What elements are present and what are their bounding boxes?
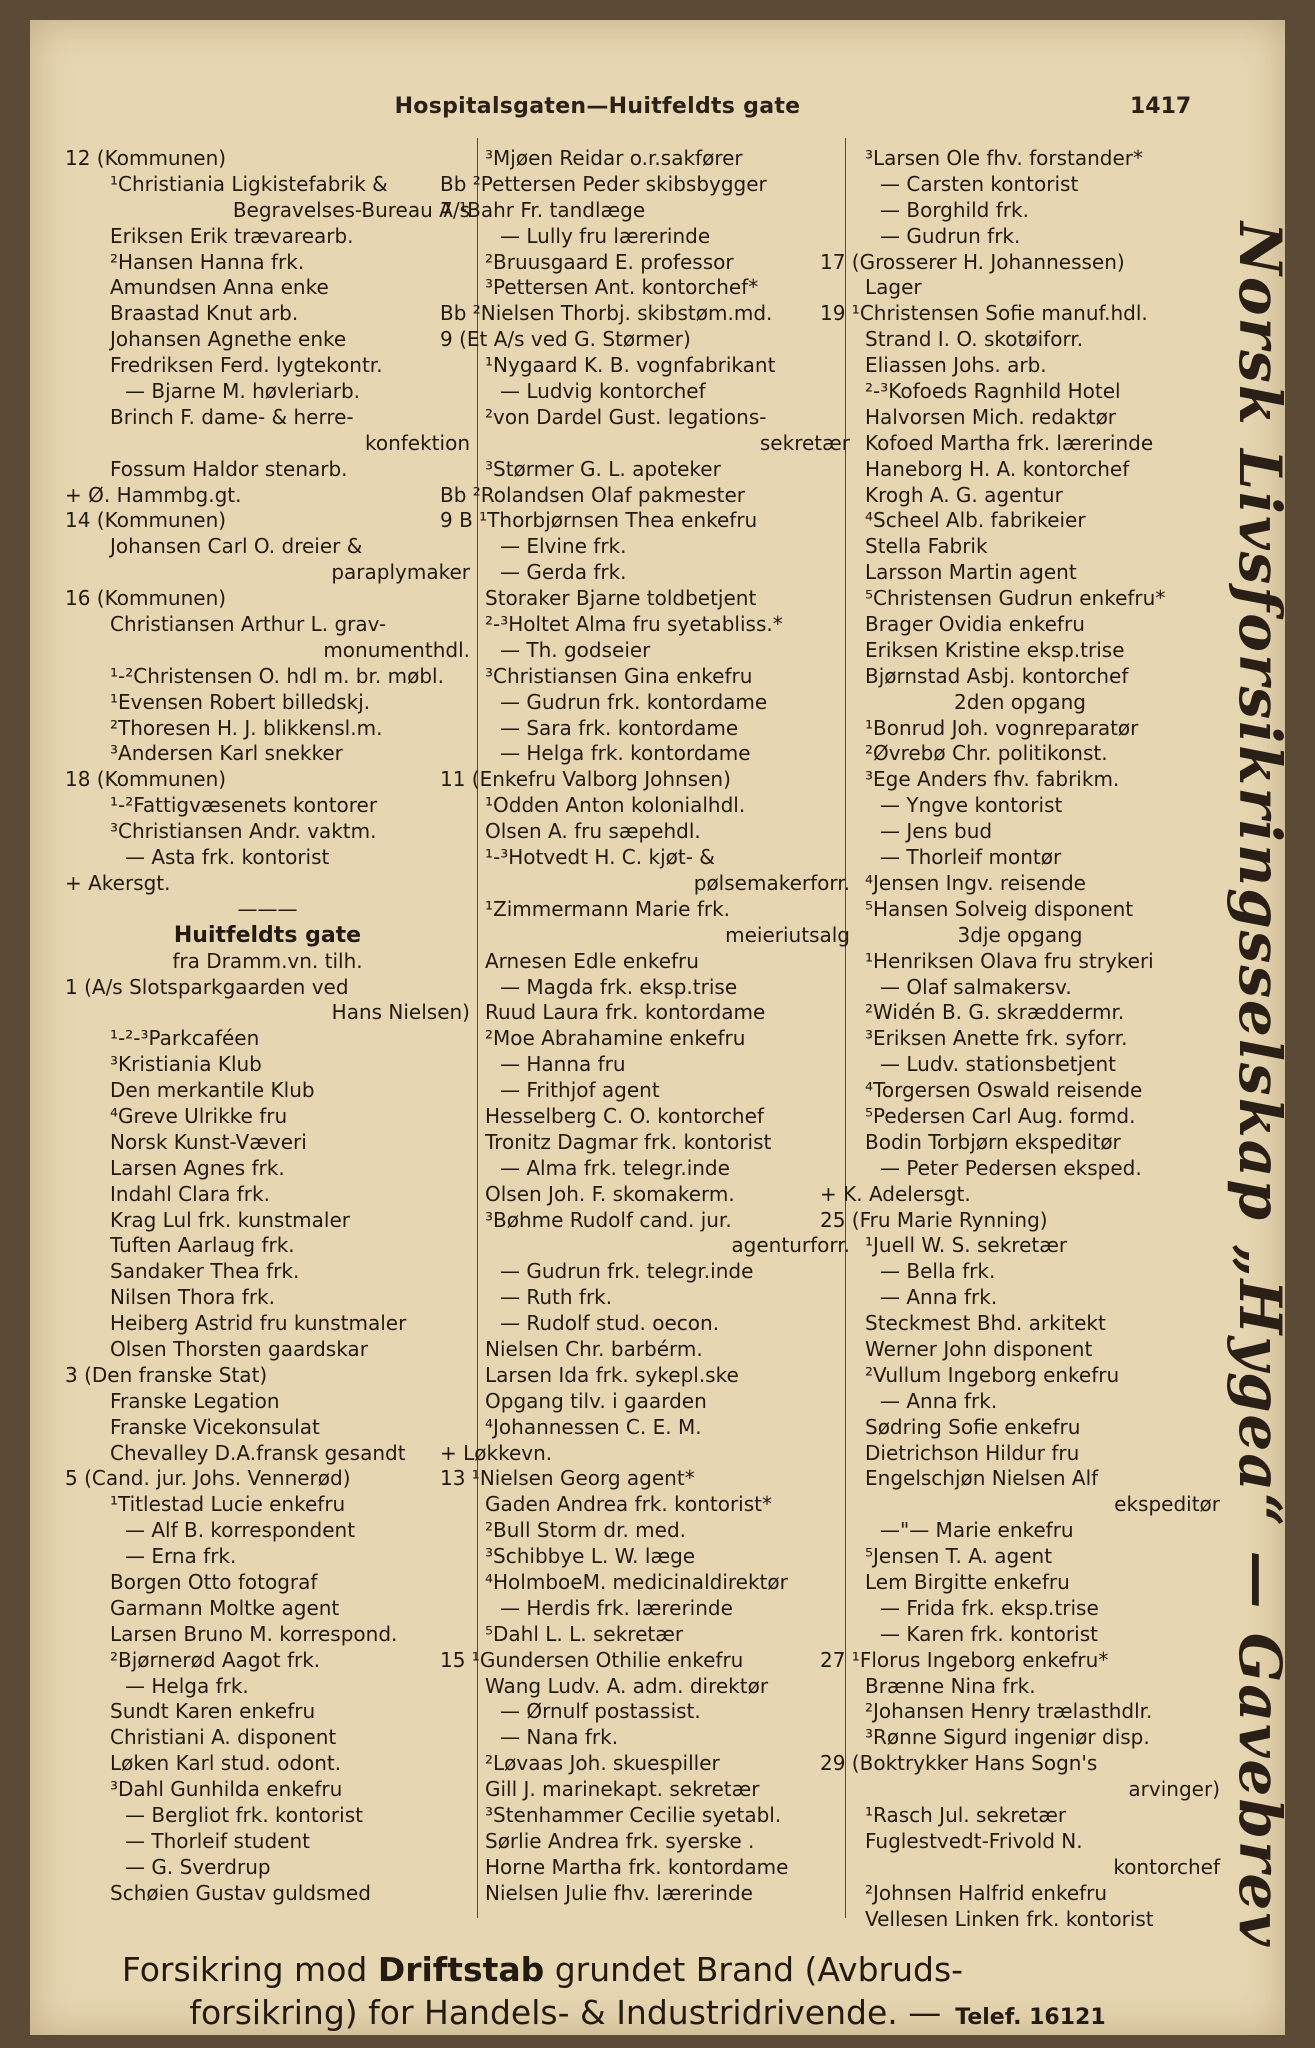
directory-entry: Schøien Gustav guldsmed: [110, 1880, 371, 1905]
directory-entry: 12 (Kommunen): [65, 146, 227, 170]
directory-entry: ²Johansen Henry trælasthdlr.: [865, 1699, 1153, 1724]
directory-entry: — Yngve kontorist: [880, 793, 1063, 818]
directory-entry: ³Pettersen Ant. kontorchef*: [485, 275, 759, 300]
directory-entry: + K. Adelersgt.: [820, 1181, 971, 1206]
directory-entry: Vellesen Linken frk. kontorist: [865, 1906, 1154, 1931]
directory-entry: Heiberg Astrid fru kunstmaler: [110, 1311, 407, 1336]
directory-entry: Chevalley D.A.fransk gesandt: [110, 1440, 406, 1465]
directory-entry: ²-³Holtet Alma fru syetabliss.*: [485, 612, 783, 637]
directory-entry: Olsen Thorsten gaardskar: [110, 1336, 368, 1361]
directory-entry: — Magda frk. eksp.trise: [500, 974, 738, 999]
directory-entry: — Frida frk. eksp.trise: [880, 1595, 1099, 1620]
directory-entry: + Akersgt.: [65, 870, 171, 895]
directory-entry: arvinger): [1128, 1777, 1220, 1802]
directory-entry: ³Mjøen Reidar o.r.sakfører: [485, 146, 743, 170]
directory-entry: Christiansen Arthur L. grav-: [110, 612, 387, 637]
directory-entry: Werner John disponent: [865, 1336, 1093, 1361]
directory-entry: — Thorleif student: [125, 1828, 310, 1853]
directory-entry: ⁵Christensen Gudrun enkefru*: [865, 586, 1166, 611]
directory-entry: Franske Vicekonsulat: [110, 1414, 320, 1439]
directory-entry: Opgang tilv. i gaarden: [485, 1388, 707, 1413]
directory-entry: ¹-²-³Parkcaféen: [110, 1026, 260, 1051]
directory-page: [30, 20, 1294, 2035]
directory-entry: ²Bull Storm dr. med.: [485, 1518, 687, 1543]
directory-entry: ²-³Kofoeds Ragnhild Hotel: [865, 379, 1121, 404]
directory-entry: ²Vullum Ingeborg enkefru: [865, 1362, 1120, 1387]
directory-column-3: [820, 146, 1220, 1932]
page-number: 1417: [1130, 94, 1192, 119]
footer-telephone: Telef. 16121: [955, 2005, 1106, 2030]
directory-entry: ²Bjørnerød Aagot frk.: [110, 1647, 321, 1672]
directory-entry: ³Bøhme Rudolf cand. jur.: [485, 1207, 732, 1232]
directory-entry: Dietrichson Hildur fru: [865, 1440, 1080, 1465]
directory-entry: ³Andersen Karl snekker: [110, 741, 343, 766]
directory-entry: — Nana frk.: [500, 1725, 619, 1750]
directory-entry: — Anna frk.: [880, 1388, 998, 1413]
directory-entry: Garmann Moltke agent: [110, 1595, 340, 1620]
directory-entry: Larsen Bruno M. korrespond.: [110, 1621, 398, 1646]
directory-entry: — Gerda frk.: [500, 560, 627, 585]
directory-entry: + Løkkevn.: [440, 1440, 553, 1465]
directory-entry: Brænne Nina frk.: [865, 1673, 1036, 1698]
directory-column-2: [440, 146, 850, 1907]
directory-entry: Hans Nielsen): [331, 1000, 470, 1025]
directory-entry: ¹-²Fattigvæsenets kontorer: [110, 793, 378, 818]
directory-entry: Fuglestvedt-Frivold N.: [865, 1828, 1083, 1853]
footer-text-a: Forsikring mod: [121, 1950, 378, 1989]
directory-entry: 15 ¹Gundersen Othilie enkefru: [440, 1647, 744, 1672]
directory-entry: Christiani A. disponent: [110, 1725, 337, 1750]
directory-entry: Eliassen Johs. arb.: [865, 353, 1047, 378]
directory-entry: Gaden Andrea frk. kontorist*: [485, 1492, 773, 1517]
directory-entry: ¹Bonrud Joh. vognreparatør: [865, 715, 1139, 740]
directory-entry: ³Stenhammer Cecilie syetabl.: [485, 1803, 782, 1827]
directory-entry: ¹Nygaard K. B. vognfabrikant: [485, 353, 776, 378]
directory-entry: ¹-²Christensen O. hdl m. br. møbl.: [110, 663, 444, 688]
directory-entry: — Helga frk. kontordame: [500, 741, 751, 766]
page-title: Hospitalsgaten—Huitfeldts gate: [394, 94, 801, 119]
directory-entry: Larsen Agnes frk.: [110, 1155, 285, 1180]
directory-entry: ²Løvaas Joh. skuespiller: [485, 1751, 720, 1776]
directory-entry: agenturforr.: [731, 1233, 850, 1258]
directory-entry: Nilsen Thora frk.: [110, 1285, 275, 1310]
directory-entry: — Gudrun frk. kontordame: [500, 689, 768, 714]
directory-entry: Fossum Haldor stenarb.: [110, 456, 348, 481]
directory-entry: ⁵Pedersen Carl Aug. formd.: [865, 1103, 1136, 1128]
directory-entry: Bodin Torbjørn ekspeditør: [865, 1129, 1121, 1154]
directory-entry: ¹Christiania Ligkistefabrik &: [110, 171, 388, 196]
directory-entry: 18 (Kommunen): [65, 767, 227, 792]
directory-entry: ³Dahl Gunhilda enkefru: [110, 1777, 343, 1802]
directory-entry: — Rudolf stud. oecon.: [500, 1311, 720, 1336]
directory-entry: 3dje opgang: [957, 922, 1083, 947]
directory-entry: Tronitz Dagmar frk. kontorist: [485, 1129, 772, 1154]
directory-entry: ⁴Greve Ulrikke fru: [110, 1103, 288, 1128]
directory-entry: ⁵Hansen Solveig disponent: [865, 896, 1134, 921]
directory-entry: Fredriksen Ferd. lygtekontr.: [110, 353, 383, 378]
directory-entry: meieriutsalg: [725, 922, 850, 947]
directory-entry: ———: [237, 896, 298, 921]
directory-entry: Steckmest Bhd. arkitekt: [865, 1311, 1106, 1336]
directory-entry: Bb ²Nielsen Thorbj. skibstøm.md.: [440, 301, 773, 326]
directory-entry: ³Schibbye L. W. læge: [485, 1544, 696, 1569]
directory-entry: 11 (Enkefru Valborg Johnsen): [440, 767, 731, 792]
directory-entry: 3 (Den franske Stat): [65, 1362, 268, 1387]
directory-entry: Engelschjøn Nielsen Alf: [865, 1466, 1099, 1491]
directory-entry: paraplymaker: [331, 560, 470, 585]
directory-entry: kontorchef: [1113, 1854, 1220, 1879]
directory-entry: Ruud Laura frk. kontordame: [485, 1000, 766, 1025]
directory-entry: Bjørnstad Asbj. kontorchef: [865, 663, 1129, 688]
directory-entry: — Gudrun frk. telegr.inde: [500, 1259, 754, 1284]
directory-entry: Larsson Martin agent: [865, 560, 1077, 585]
directory-entry: — Asta frk. kontorist: [125, 845, 330, 870]
directory-entry: — Carsten kontorist: [880, 171, 1079, 196]
directory-entry: — Anna frk.: [880, 1285, 998, 1310]
directory-entry: 17 (Grosserer H. Johannessen): [820, 249, 1125, 274]
directory-entry: — Ludvig kontorchef: [500, 379, 706, 404]
directory-entry: ¹Juell W. S. sekretær: [865, 1233, 1068, 1258]
directory-entry: — Olaf salmakersv.: [880, 974, 1072, 999]
directory-entry: 19 ¹Christensen Sofie manuf.hdl.: [820, 301, 1148, 326]
directory-entry: — G. Sverdrup: [125, 1854, 271, 1879]
footer-line-1: [0, 1950, 1285, 1989]
directory-entry: Brager Ovidia enkefru: [865, 612, 1085, 637]
directory-entry: ²Hansen Hanna frk.: [110, 249, 305, 274]
directory-entry: 1 (A/s Slotsparkgaarden ved: [65, 974, 349, 999]
directory-entry: Begravelses-Bureau A/s: [232, 197, 470, 222]
directory-entry: Arnesen Edle enkefru: [485, 948, 699, 973]
directory-entry: 14 (Kommunen): [65, 508, 227, 533]
directory-entry: Lem Birgitte enkefru: [865, 1569, 1070, 1594]
directory-entry: 13 ¹Nielsen Georg agent*: [440, 1466, 695, 1491]
page-header: [30, 94, 1285, 134]
directory-entry: 25 (Fru Marie Rynning): [820, 1207, 1048, 1232]
directory-entry: Nielsen Chr. barbérm.: [485, 1336, 703, 1361]
directory-entry: — Jens bud: [880, 819, 993, 844]
directory-entry: 9 (Et A/s ved G. Størmer): [440, 327, 691, 352]
directory-entry: ²Moe Abrahamine enkefru: [485, 1026, 746, 1051]
directory-entry: Bb ²Pettersen Peder skibsbygger: [440, 171, 767, 196]
directory-entry: ¹Odden Anton kolonialhdl.: [485, 793, 746, 818]
directory-entry: — Elvine frk.: [500, 534, 627, 559]
directory-entry: Eriksen Kristine eksp.trise: [865, 637, 1125, 662]
side-advertisement: [1220, 221, 1300, 1949]
directory-entry: ³Eriksen Anette frk. syforr.: [865, 1026, 1128, 1051]
directory-entry: — Herdis frk. lærerinde: [500, 1595, 733, 1620]
directory-entry: ³Størmer G. L. apoteker: [485, 456, 721, 481]
directory-entry: Sødring Sofie enkefru: [865, 1414, 1081, 1439]
directory-entry: ⁴Jensen Ingv. reisende: [865, 870, 1086, 895]
directory-entry: ¹Titlestad Lucie enkefru: [110, 1492, 346, 1517]
directory-entry: Sundt Karen enkefru: [110, 1699, 316, 1724]
directory-entry: ¹Rasch Jul. sekretær: [865, 1803, 1067, 1827]
directory-entry: Norsk Kunst-Væveri: [110, 1129, 307, 1154]
directory-entry: — Frithjof agent: [500, 1078, 660, 1103]
directory-entry: 5 (Cand. jur. Johs. Vennerød): [65, 1466, 351, 1491]
directory-entry: — Erna frk.: [125, 1544, 237, 1569]
directory-entry: Larsen Ida frk. sykepl.ske: [485, 1362, 739, 1387]
directory-entry: ⁵Jensen T. A. agent: [865, 1544, 1053, 1569]
directory-entry: 2den opgang: [953, 689, 1086, 714]
directory-entry: Tuften Aarlaug frk.: [110, 1233, 295, 1258]
directory-entry: ³Rønne Sigurd ingeniør disp.: [865, 1725, 1150, 1750]
directory-column-1: [65, 146, 470, 1907]
directory-entry: Eriksen Erik trævarearb.: [110, 223, 354, 248]
directory-entry: — Bjarne M. høvleriarb.: [125, 379, 360, 404]
directory-entry: ¹-³Hotvedt H. C. kjøt- &: [485, 845, 715, 870]
directory-entry: Amundsen Anna enke: [110, 275, 329, 300]
directory-entry: ²Øvrebø Chr. politikonst.: [865, 741, 1108, 766]
directory-entry: Gill J. marinekapt. sekretær: [485, 1777, 760, 1802]
directory-entry: — Helga frk.: [125, 1673, 249, 1698]
directory-entry: ekspeditør: [1114, 1492, 1220, 1517]
directory-entry: 7 ¹Bahr Fr. tandlæge: [440, 197, 646, 222]
directory-entry: konfektion: [364, 430, 470, 455]
directory-entry: 9 B ¹Thorbjørnsen Thea enkefru: [440, 508, 758, 533]
directory-entry: Sandaker Thea frk.: [110, 1259, 300, 1284]
directory-entry: pølsemakerforr.: [693, 870, 850, 895]
directory-entry: Indahl Clara frk.: [110, 1181, 270, 1206]
directory-entry: — Gudrun frk.: [880, 223, 1021, 248]
directory-entry: Halvorsen Mich. redaktør: [865, 404, 1117, 429]
directory-entry: Brinch F. dame- & herre-: [110, 404, 354, 429]
directory-entry: Hesselberg C. O. kontorchef: [485, 1103, 764, 1128]
directory-entry: — Ludv. stationsbetjent: [880, 1052, 1116, 1077]
directory-entry: ⁴Torgersen Oswald reisende: [865, 1078, 1143, 1103]
directory-entry: ²Thoresen H. J. blikkensl.m.: [110, 715, 383, 740]
directory-entry: ²Bruusgaard E. professor: [485, 249, 734, 274]
footer-line-2: [10, 1993, 1285, 2032]
directory-entry: 16 (Kommunen): [65, 586, 227, 611]
directory-entry: 27 ¹Florus Ingeborg enkefru*: [820, 1647, 1109, 1672]
directory-entry: Johansen Agnethe enke: [110, 327, 347, 352]
directory-entry: fra Dramm.vn. tilh.: [172, 948, 363, 973]
directory-entry: — Peter Pedersen eksped.: [880, 1155, 1142, 1180]
directory-entry: ³Ege Anders fhv. fabrikm.: [865, 767, 1120, 792]
directory-entry: Sørlie Andrea frk. syerske .: [485, 1828, 755, 1853]
directory-entry: — Bella frk.: [880, 1259, 996, 1284]
footer-text-line2: forsikring) for Handels- & Industridrivende. —: [189, 1993, 942, 2032]
directory-entry: + Ø. Hammbg.gt.: [65, 482, 242, 507]
directory-entry: ⁴HolmboeM. medicinaldirektør: [485, 1569, 788, 1594]
directory-entry: ³Christiansen Gina enkefru: [485, 663, 753, 688]
directory-entry: Huitfeldts gate: [173, 922, 362, 948]
directory-entry: ⁴Scheel Alb. fabrikeier: [865, 508, 1086, 533]
side-advertisement-text: Norsk Livsforsikringsselskap „Hygea“ — Gavebrev: [1226, 221, 1294, 1949]
directory-entry: ²von Dardel Gust. legations-: [485, 404, 767, 429]
directory-entry: Den merkantile Klub: [110, 1078, 315, 1103]
directory-entry: ⁵Dahl L. L. sekretær: [485, 1621, 684, 1646]
directory-entry: — Ørnulf postassist.: [500, 1699, 701, 1724]
directory-entry: Borgen Otto fotograf: [110, 1569, 318, 1594]
directory-entry: — Lully fru lærerinde: [500, 223, 711, 248]
directory-entry: Horne Martha frk. kontordame: [485, 1854, 789, 1879]
directory-entry: — Alma frk. telegr.inde: [500, 1155, 730, 1180]
directory-entry: — Ruth frk.: [500, 1285, 613, 1310]
directory-entry: ³Larsen Ole fhv. forstander*: [865, 146, 1143, 170]
directory-entry: Johansen Carl O. dreier &: [110, 534, 363, 559]
directory-entry: Olsen Joh. F. skomakerm.: [485, 1181, 735, 1206]
directory-entry: — Bergliot frk. kontorist: [125, 1803, 363, 1827]
directory-entry: Storaker Bjarne toldbetjent: [485, 586, 757, 611]
directory-entry: monumenthdl.: [323, 637, 470, 662]
directory-entry: Haneborg H. A. kontorchef: [865, 456, 1130, 481]
directory-entry: — Karen frk. kontorist: [880, 1621, 1098, 1646]
directory-entry: Stella Fabrik: [865, 534, 988, 559]
directory-entry: Lager: [865, 275, 922, 300]
directory-entry: Krag Lul frk. kunstmaler: [110, 1207, 350, 1232]
directory-entry: sekretær: [759, 430, 850, 455]
directory-entry: Franske Legation: [110, 1388, 280, 1413]
directory-entry: Kofoed Martha frk. lærerinde: [865, 430, 1154, 455]
directory-entry: ³Kristiania Klub: [110, 1052, 262, 1077]
directory-entry: — Borghild frk.: [880, 197, 1029, 222]
directory-entry: ⁴Johannessen C. E. M.: [485, 1414, 702, 1439]
directory-entry: Krogh A. G. agentur: [865, 482, 1063, 507]
directory-entry: Nielsen Julie fhv. lærerinde: [485, 1880, 753, 1905]
directory-entry: ¹Henriksen Olava fru strykeri: [865, 948, 1154, 973]
directory-entry: —"— Marie enkefru: [880, 1518, 1074, 1543]
footer-text-bold: Driftstab: [377, 1950, 545, 1989]
directory-entry: Wang Ludv. A. adm. direktør: [485, 1673, 769, 1698]
directory-entry: ¹Evensen Robert billedskj.: [110, 689, 371, 714]
directory-entry: ²Widén B. G. skræddermr.: [865, 1000, 1125, 1025]
footer-text-c: grundet Brand (Avbruds-: [544, 1950, 964, 1989]
directory-entry: — Hanna fru: [500, 1052, 626, 1077]
directory-entry: — Sara frk. kontordame: [500, 715, 739, 740]
directory-entry: Strand I. O. skotøiforr.: [865, 327, 1084, 352]
directory-entry: ²Johnsen Halfrid enkefru: [865, 1880, 1108, 1905]
directory-entry: — Thorleif montør: [880, 845, 1062, 870]
footer-advertisement: [30, 1950, 1285, 2032]
directory-entry: — Alf B. korrespondent: [125, 1518, 356, 1543]
directory-entry: Løken Karl stud. odont.: [110, 1751, 342, 1776]
directory-entry: 29 (Boktrykker Hans Sogn's: [820, 1751, 1098, 1776]
directory-entry: Braastad Knut arb.: [110, 301, 299, 326]
directory-entry: Olsen A. fru sæpehdl.: [485, 819, 701, 844]
directory-entry: — Th. godseier: [500, 637, 651, 662]
directory-entry: ³Christiansen Andr. vaktm.: [110, 819, 377, 844]
directory-entry: Bb ²Rolandsen Olaf pakmester: [440, 482, 746, 507]
directory-entry: ¹Zimmermann Marie frk.: [485, 896, 731, 921]
